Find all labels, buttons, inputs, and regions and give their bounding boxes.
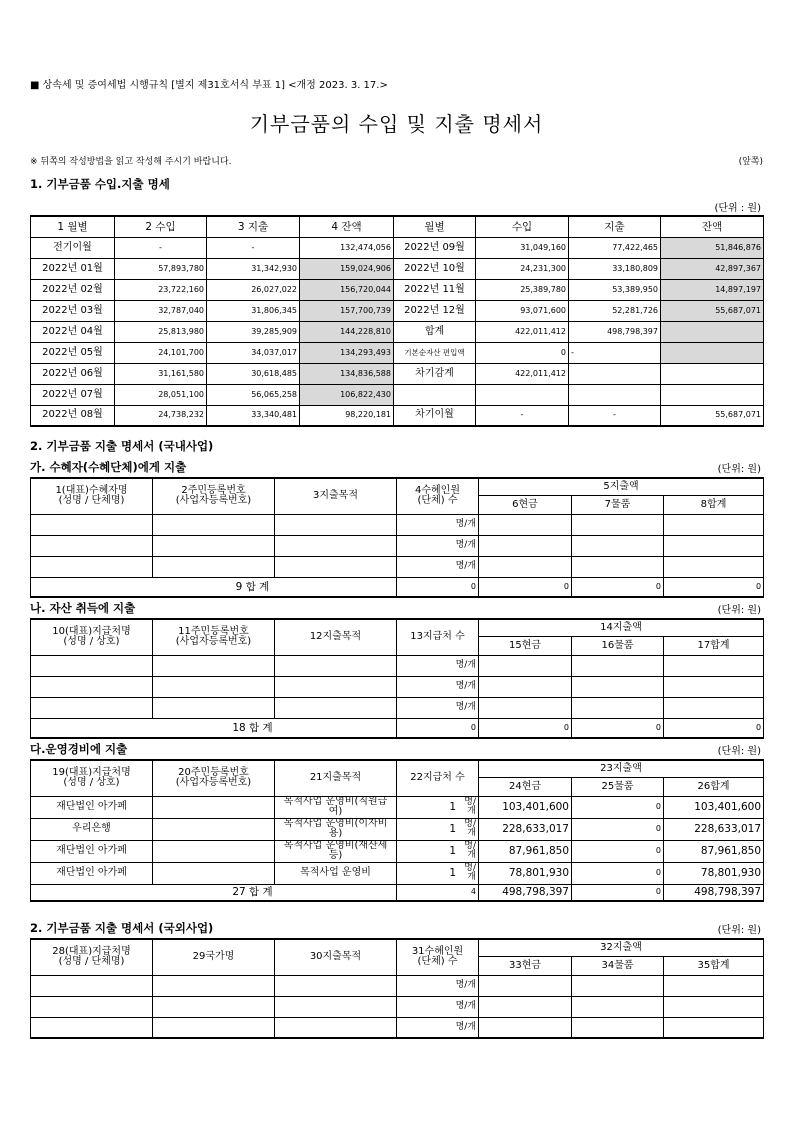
section-a-title: 가. 수혜자(수혜단체)에게 지출 [30,460,187,474]
income-cell: 31,161,580 [115,363,207,384]
col-recipient-id: 2주민등록번호 (사업자등록번호) [153,478,275,514]
balance-cell: 132,474,056 [300,237,394,258]
total-goods: 0 [572,884,664,901]
section-1-unit: (단위 : 원) [714,203,761,214]
count-cell [397,862,479,884]
unit-label: 명/개 [397,697,479,718]
col-total: 17합계 [664,636,764,655]
total-row [31,884,764,901]
col-expense-amount: 32지출액 [479,939,764,956]
col-payee-count: 22지급처 수 [397,760,479,796]
count-cell [397,796,479,818]
expense-cell: 31,806,345 [207,300,300,321]
expense-cell: - [569,342,661,363]
col-purpose: 30지출목적 [275,939,397,975]
balance-cell: 51,846,876 [661,237,764,258]
goods-cell: 0 [572,840,664,862]
purpose-cell: 목적사업 운영비(직원급여) [275,796,397,818]
count-cell [397,840,479,862]
month-cell: 2022년 06월 [31,363,115,384]
cash-cell: 228,633,017 [479,818,572,840]
income-cell: - [115,237,207,258]
col-expense-amount: 23지출액 [479,760,764,777]
col-total: 35합계 [664,956,764,975]
income-cell: 28,051,100 [115,384,207,405]
income-cell: 422,011,412 [476,321,569,342]
recipient-expense-table [30,477,764,598]
cash-cell: 87,961,850 [479,840,572,862]
income-cell: - [476,405,569,426]
unit-label: 명/개 [397,556,479,577]
payee-id-cell [153,840,275,862]
income-cell: 24,231,300 [476,258,569,279]
payee-id-cell [153,796,275,818]
expense-cell [569,384,661,405]
table-row [31,796,764,818]
total-label: 27 합 계 [31,884,397,901]
sum-cell: 78,801,930 [664,862,764,884]
income-cell: 31,049,160 [476,237,569,258]
count-value: 1 [449,823,456,835]
income-cell: 23,722,160 [115,279,207,300]
expense-cell: - [207,237,300,258]
expense-cell: - [569,405,661,426]
table-row [31,321,764,342]
table-row [31,384,764,405]
table-row [31,996,764,1017]
total-row [31,718,764,738]
month-cell: 2022년 01월 [31,258,115,279]
month-cell: 차기이월 [394,405,476,426]
income-cell: 57,893,780 [115,258,207,279]
expense-cell: 53,389,950 [569,279,661,300]
col-expense-2: 지출 [569,216,661,237]
section-d-title: 2. 기부금품 지출 명세서 (국외사업) [30,921,214,935]
section-1-title: 1. 기부금품 수입.지출 명세 [30,177,170,191]
table-row [31,363,764,384]
col-payee-name: 19(대표)지급처명 (성명 / 상호) [31,760,153,796]
section-2-title: 2. 기부금품 지출 명세서 (국내사업) [30,439,214,453]
total-sum: 0 [664,577,764,597]
col-goods: 34물품 [572,956,664,975]
payee-id-cell [153,862,275,884]
section-c-unit: (단위: 원) [717,746,761,757]
unit-label: 명/개 [464,841,476,860]
page-title: 기부금품의 수입 및 지출 명세서 [249,112,544,136]
col-cash: 6현금 [479,495,572,514]
income-cell: 93,071,600 [476,300,569,321]
col-goods: 25물품 [572,777,664,796]
col-payee-id: 11주민등록번호 (사업자등록번호) [153,619,275,655]
count-value: 1 [449,867,456,879]
balance-cell: 157,700,739 [300,300,394,321]
income-expense-header-row [31,216,764,237]
month-cell: 차기감계 [394,363,476,384]
law-reference: ■ 상속세 및 증여세법 시행규칙 [별지 제31호서식 부표 1] <개정 2023. 3. 17.> [30,80,388,91]
total-count: 0 [397,718,479,738]
table-row [31,342,764,363]
unit-label: 명/개 [397,975,479,996]
total-cash: 0 [479,577,572,597]
goods-cell: 0 [572,796,664,818]
col-cash: 33현금 [479,956,572,975]
unit-label: 명/개 [464,797,476,816]
unit-label: 명/개 [397,514,479,535]
payee-name-cell: 재단법인 아가페 [31,796,153,818]
col-expense: 3 지출 [207,216,300,237]
count-value: 1 [449,801,456,813]
table-row [31,655,764,676]
income-cell: 25,813,980 [115,321,207,342]
col-total: 8합계 [664,495,764,514]
purpose-cell: 목적사업 운영비(이자비용) [275,818,397,840]
col-recipient-name: 1(대표)수혜자명 (성명 / 단체명) [31,478,153,514]
count-cell [397,818,479,840]
col-recipient-count: 31수혜인원 (단체) 수 [397,939,479,975]
purpose-cell: 목적사업 운영비(재산세 등) [275,840,397,862]
expense-cell: 34,037,017 [207,342,300,363]
month-cell: 기본순자산 편입액 [394,342,476,363]
balance-cell: 156,720,044 [300,279,394,300]
income-cell: 24,101,700 [115,342,207,363]
expense-cell: 26,027,022 [207,279,300,300]
col-goods: 16물품 [572,636,664,655]
expense-cell [569,363,661,384]
col-country: 29국가명 [153,939,275,975]
month-cell [394,384,476,405]
table-row [31,975,764,996]
income-cell: 25,389,780 [476,279,569,300]
month-cell: 2022년 08월 [31,405,115,426]
table-row [31,818,764,840]
income-cell: 0 [476,342,569,363]
income-cell: 422,011,412 [476,363,569,384]
balance-cell: 55,687,071 [661,405,764,426]
col-purpose: 12지출목적 [275,619,397,655]
balance-cell: 14,897,197 [661,279,764,300]
balance-cell: 106,822,430 [300,384,394,405]
section-c-title: 다.운영경비에 지출 [30,742,128,756]
section-a-unit: (단위: 원) [717,464,761,475]
balance-cell [661,342,764,363]
overseas-expense-table [30,938,764,1039]
sum-cell: 87,961,850 [664,840,764,862]
month-cell: 합계 [394,321,476,342]
unit-label: 명/개 [397,1017,479,1038]
total-goods: 0 [572,718,664,738]
col-month-2: 월별 [394,216,476,237]
col-cash: 24현금 [479,777,572,796]
table-row [31,862,764,884]
month-cell: 2022년 02월 [31,279,115,300]
balance-cell: 134,293,493 [300,342,394,363]
col-balance-2: 잔액 [661,216,764,237]
section-d-unit: (단위: 원) [717,925,761,936]
table-row [31,697,764,718]
table-row [31,300,764,321]
col-payee-name: 10(대표)지급처명 (성명 / 상호) [31,619,153,655]
goods-cell: 0 [572,862,664,884]
table-row [31,514,764,535]
expense-cell: 498,798,397 [569,321,661,342]
income-cell [476,384,569,405]
col-income-2: 수입 [476,216,569,237]
col-recipient-count: 4수혜인원 (단체) 수 [397,478,479,514]
table-row [31,237,764,258]
month-cell: 2022년 07월 [31,384,115,405]
table-row [31,556,764,577]
unit-label: 명/개 [397,535,479,556]
payee-name-cell: 재단법인 아가페 [31,862,153,884]
col-payee-name: 28(대표)지급처명 (성명 / 단체명) [31,939,153,975]
col-expense-amount: 14지출액 [479,619,764,636]
total-sum: 0 [664,718,764,738]
total-count: 0 [397,577,479,597]
income-expense-table [30,215,764,427]
balance-cell: 159,024,906 [300,258,394,279]
col-payee-id: 20주민등록번호 (사업자등록번호) [153,760,275,796]
month-cell: 2022년 03월 [31,300,115,321]
balance-cell: 144,228,810 [300,321,394,342]
operating-expense-table [30,759,764,902]
cash-cell: 103,401,600 [479,796,572,818]
col-goods: 7물품 [572,495,664,514]
sum-cell: 103,401,600 [664,796,764,818]
month-cell: 2022년 04월 [31,321,115,342]
cash-cell: 78,801,930 [479,862,572,884]
balance-cell: 134,836,588 [300,363,394,384]
month-cell: 2022년 05월 [31,342,115,363]
total-label: 18 합 계 [31,718,397,738]
purpose-cell: 목적사업 운영비 [275,862,397,884]
col-expense-amount: 5지출액 [479,478,764,495]
total-count: 4 [397,884,479,901]
total-cash: 0 [479,718,572,738]
month-cell: 2022년 10월 [394,258,476,279]
payee-id-cell [153,818,275,840]
month-cell: 2022년 12월 [394,300,476,321]
expense-cell: 77,422,465 [569,237,661,258]
table-row [31,676,764,697]
balance-cell: 55,687,071 [661,300,764,321]
asset-expense-table [30,618,764,739]
col-balance: 4 잔액 [300,216,394,237]
balance-cell: 42,897,367 [661,258,764,279]
goods-cell: 0 [572,818,664,840]
section-b-title: 나. 자산 취득에 지출 [30,601,136,615]
balance-cell [661,363,764,384]
month-cell: 2022년 09월 [394,237,476,258]
total-goods: 0 [572,577,664,597]
total-cash: 498,798,397 [479,884,572,901]
col-payee-count: 13지급처 수 [397,619,479,655]
table-row [31,1017,764,1038]
table-row [31,840,764,862]
expense-cell: 56,065,258 [207,384,300,405]
income-cell: 32,787,040 [115,300,207,321]
unit-label: 명/개 [464,863,476,882]
table-row [31,258,764,279]
instruction-note: ※ 뒤쪽의 작성방법을 읽고 작성해 주시기 바랍니다. [30,157,232,167]
balance-cell: 98,220,181 [300,405,394,426]
count-value: 1 [449,845,456,857]
expense-cell: 33,340,481 [207,405,300,426]
unit-label: 명/개 [397,996,479,1017]
total-row [31,577,764,597]
payee-name-cell: 우리은행 [31,818,153,840]
table-row [31,535,764,556]
total-sum: 498,798,397 [664,884,764,901]
section-b-unit: (단위: 원) [717,605,761,616]
month-cell: 전기이월 [31,237,115,258]
unit-label: 명/개 [397,676,479,697]
col-income: 2 수입 [115,216,207,237]
sum-cell: 228,633,017 [664,818,764,840]
expense-cell: 31,342,930 [207,258,300,279]
expense-cell: 33,180,809 [569,258,661,279]
table-row [31,279,764,300]
page-side-label: (앞쪽) [738,157,763,167]
col-purpose: 3지출목적 [275,478,397,514]
income-cell: 24,738,232 [115,405,207,426]
month-cell: 2022년 11월 [394,279,476,300]
col-purpose: 21지출목적 [275,760,397,796]
col-total: 26합계 [664,777,764,796]
unit-label: 명/개 [397,655,479,676]
unit-label: 명/개 [464,819,476,838]
col-cash: 15현금 [479,636,572,655]
balance-cell [661,321,764,342]
balance-cell [661,384,764,405]
table-row [31,405,764,426]
col-month: 1 월별 [31,216,115,237]
expense-cell: 52,281,726 [569,300,661,321]
total-label: 9 합 계 [31,577,397,597]
payee-name-cell: 재단법인 아가페 [31,840,153,862]
expense-cell: 39,285,909 [207,321,300,342]
expense-cell: 30,618,485 [207,363,300,384]
